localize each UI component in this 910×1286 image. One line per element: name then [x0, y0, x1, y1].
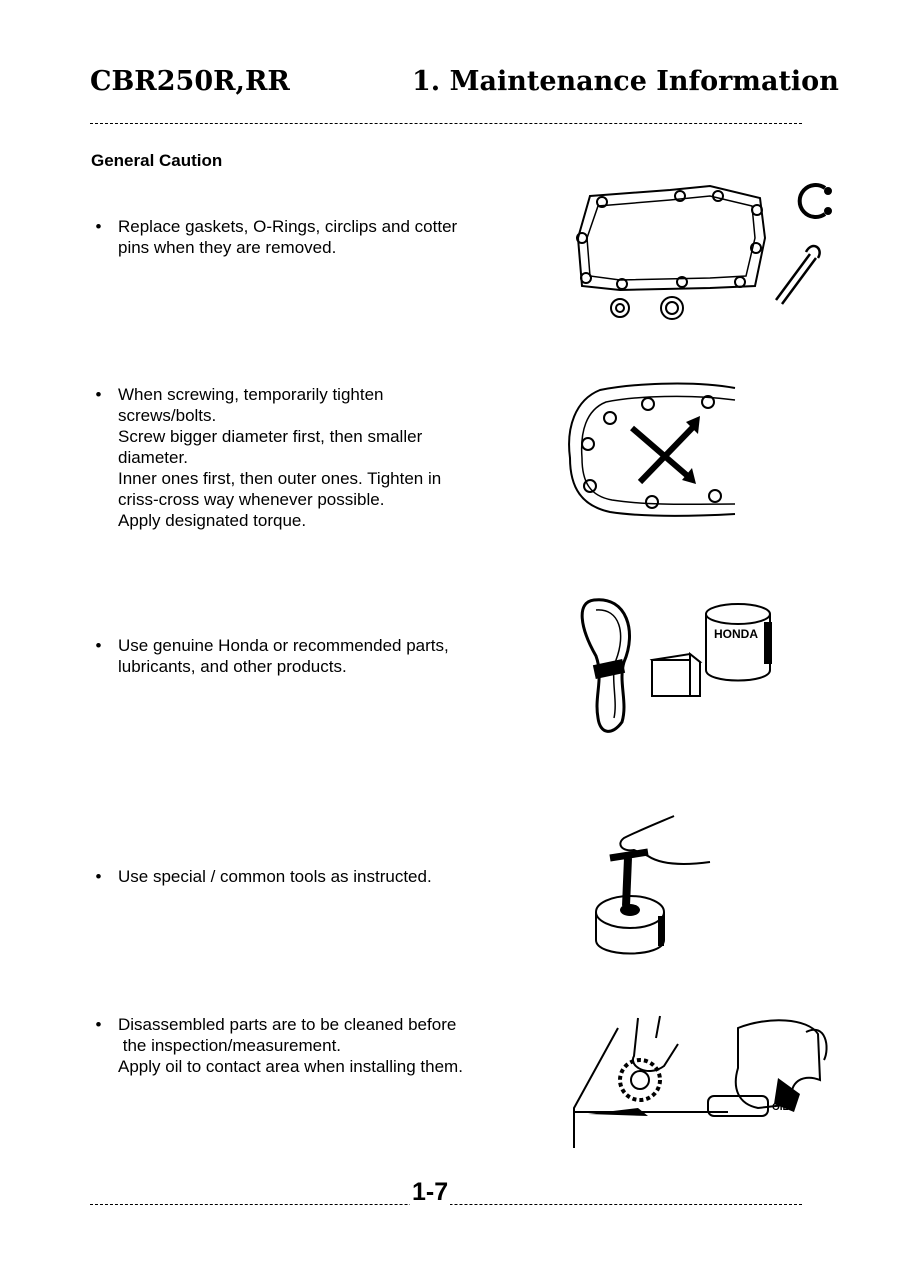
- section-title: General Caution: [91, 151, 223, 170]
- bullet: •: [95, 867, 102, 886]
- item-line: Use genuine Honda or recommended parts,: [118, 636, 449, 655]
- item-line: criss-cross way whenever possible.: [118, 490, 385, 509]
- item-line: lubricants, and other products.: [118, 657, 347, 676]
- item-line: Replace gaskets, O-Rings, circlips and cotter: [118, 217, 458, 236]
- gasket-parts-illustration: [560, 178, 840, 328]
- item-line: Screw bigger diameter first, then smaller: [118, 427, 423, 446]
- item-line: Disassembled parts are to be cleaned before: [118, 1015, 457, 1034]
- caution-item-3: [95, 635, 518, 677]
- page-number: 1-7: [412, 1178, 449, 1206]
- item-line: When screwing, temporarily tighten: [118, 385, 384, 404]
- item-line: Apply designated torque.: [118, 511, 307, 530]
- box-icon: [652, 654, 700, 696]
- item-line: Use special / common tools as instructed.: [118, 867, 432, 886]
- caution-item-5: [95, 1014, 518, 1077]
- item-line: diameter.: [118, 448, 188, 467]
- circlip-icon: [800, 185, 825, 217]
- item-line: Apply oil to contact area when installing them.: [118, 1057, 463, 1076]
- cross-arrows-icon: [632, 424, 696, 482]
- bullet: •: [95, 385, 102, 404]
- caution-item-4: [95, 866, 518, 887]
- brand-label: HONDA: [714, 627, 758, 641]
- o-ring-icon: [611, 299, 629, 317]
- item-line: screws/bolts.: [118, 406, 217, 425]
- bullet: •: [95, 636, 102, 655]
- criss-cross-tightening-illustration: [560, 378, 745, 523]
- model-title: CBR250R,RR: [90, 66, 290, 97]
- gear-icon: [620, 1060, 660, 1100]
- oil-label: OIL: [772, 1102, 789, 1113]
- cleaning-oiling-illustration: [568, 1008, 828, 1156]
- header-rule: [90, 123, 802, 124]
- caution-item-1: [95, 216, 518, 258]
- item-line: Inner ones first, then outer ones. Tighten in: [118, 469, 442, 488]
- item-line: the inspection/measurement.: [118, 1036, 342, 1055]
- item-line: pins when they are removed.: [118, 238, 337, 257]
- hand-icon: [633, 1016, 678, 1071]
- bullet: •: [95, 217, 102, 236]
- genuine-parts-illustration: [572, 592, 782, 737]
- oil-can-icon: [706, 604, 770, 681]
- cotter-pin-icon: [776, 246, 820, 304]
- special-tool-illustration: [590, 808, 730, 958]
- caution-item-2: [95, 384, 518, 531]
- chapter-title: 1. Maintenance Information: [412, 66, 839, 97]
- bullet: •: [95, 1015, 102, 1034]
